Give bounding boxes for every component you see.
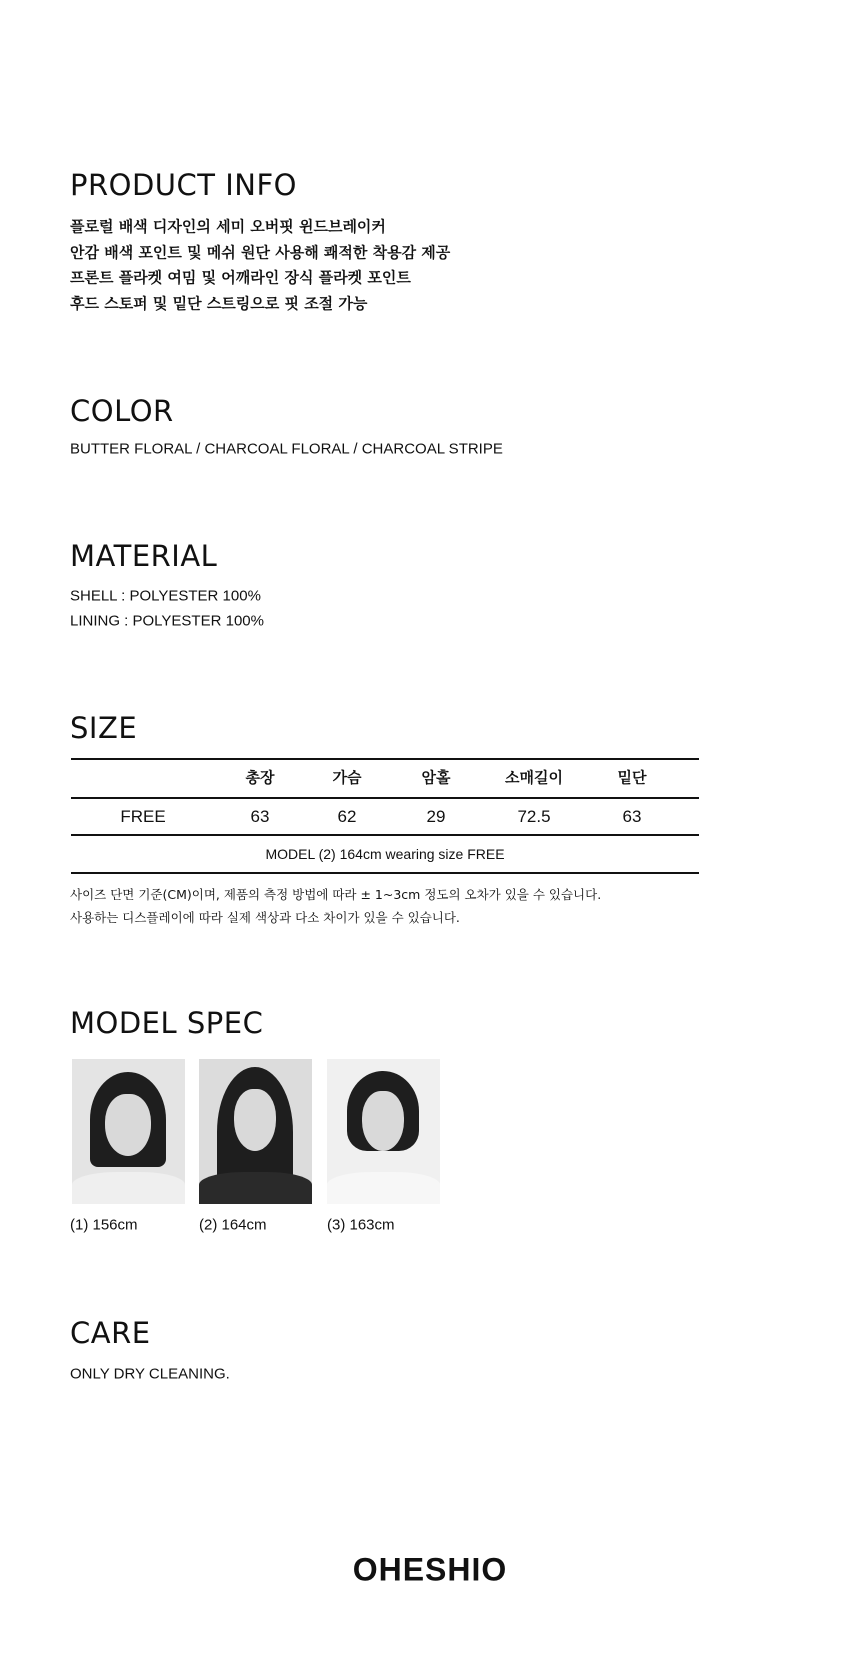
care-text: ONLY DRY CLEANING. [70, 1365, 230, 1383]
size-value: 63 [622, 807, 642, 826]
size-note: 사용하는 디스플레이에 따라 실제 색상과 다소 차이가 있을 수 있습니다. [70, 910, 460, 925]
model-photo-1 [72, 1059, 185, 1204]
product-info-line: 플로럴 배색 디자인의 세미 오버핏 윈드브레이커 [70, 217, 386, 236]
material-heading: MATERIAL [70, 539, 218, 573]
model-photo-2 [199, 1059, 312, 1204]
size-value: 63 [250, 807, 270, 826]
table-rule [71, 797, 699, 799]
product-info-heading: PRODUCT INFO [70, 168, 297, 202]
size-value: 29 [426, 807, 446, 826]
size-note: 사이즈 단면 기준(CM)이며, 제품의 측정 방법에 따라 ± 1~3cm 정도의 오차가 있을 수 있습니다. [70, 887, 602, 902]
column-header: 소매길이 [505, 768, 563, 787]
material-lining: LINING : POLYESTER 100% [70, 612, 264, 630]
care-heading: CARE [70, 1316, 151, 1350]
table-rule [71, 872, 699, 874]
color-heading: COLOR [70, 394, 174, 428]
column-header: 밑단 [617, 768, 647, 787]
model-note: MODEL (2) 164cm wearing size FREE [265, 846, 505, 862]
model-spec-heading: MODEL SPEC [70, 1006, 264, 1040]
model-caption: (2) 164cm [199, 1216, 267, 1234]
size-value: 72.5 [517, 807, 551, 826]
product-info-line: 안감 배색 포인트 및 메쉬 원단 사용해 쾌적한 착용감 제공 [70, 243, 451, 262]
column-header: 가슴 [332, 768, 362, 787]
model-caption: (3) 163cm [327, 1216, 395, 1234]
column-header: 총장 [245, 768, 275, 787]
size-value: 62 [337, 807, 357, 826]
table-rule [71, 834, 699, 836]
size-heading: SIZE [70, 711, 138, 745]
size-label: FREE [120, 807, 166, 826]
column-header: 암홀 [421, 768, 451, 787]
product-info-line: 후드 스토퍼 및 밑단 스트링으로 핏 조절 가능 [70, 294, 368, 313]
product-info-line: 프론트 플라켓 여밈 및 어깨라인 장식 플라켓 포인트 [70, 268, 411, 287]
color-list: BUTTER FLORAL / CHARCOAL FLORAL / CHARCOAL STRIPE [70, 440, 503, 458]
material-shell: SHELL : POLYESTER 100% [70, 587, 261, 605]
table-rule [71, 758, 699, 760]
model-caption: (1) 156cm [70, 1216, 138, 1234]
model-photo-3 [327, 1059, 440, 1204]
brand-logo: OHESHIO [352, 1551, 508, 1588]
